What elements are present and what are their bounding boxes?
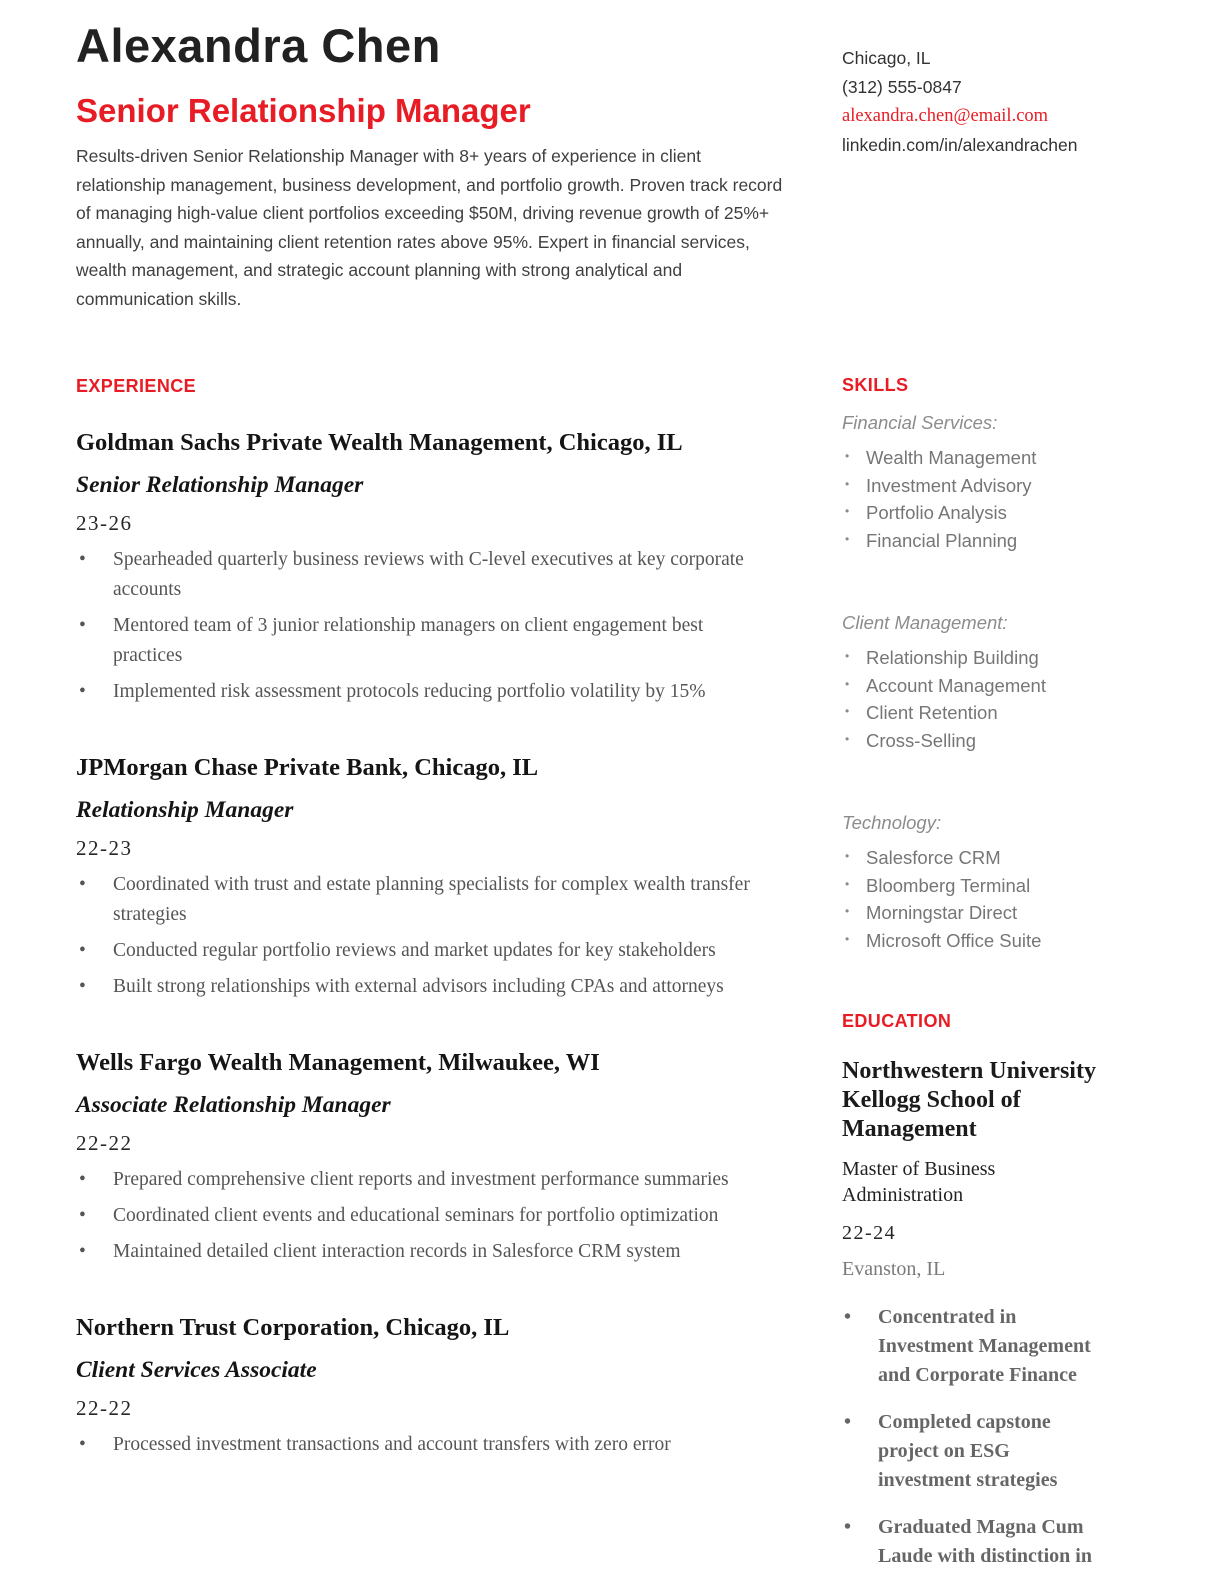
education-bullet: • Concentrated in Investment Management and Corporate Finance [842, 1303, 1104, 1390]
education-bullet: • Graduated Magna Cum Laude with distinction in [842, 1513, 1104, 1571]
position-title: Client Services Associate [76, 1357, 317, 1383]
skill-category-label: Financial Services: [842, 412, 998, 433]
position-title: Relationship Manager [76, 797, 294, 823]
skill-item-list [842, 444, 1158, 554]
skill-item: • Cross-Selling [842, 727, 1158, 755]
job-entry [76, 1048, 800, 1267]
skills-list [842, 410, 1158, 954]
skill-group [842, 410, 1158, 554]
contact-block [842, 44, 1158, 160]
job-bullet: • Spearheaded quarterly business reviews with C-level executives at key corporate accounts [76, 545, 776, 605]
job-bullet: • Conducted regular portfolio reviews and market updates for key stakeholders [76, 936, 776, 966]
contact-location: Chicago, IL [842, 48, 931, 68]
experience-list [76, 428, 800, 1460]
education-location: Evanston, IL [842, 1258, 946, 1280]
skill-group [842, 810, 1158, 954]
skill-item: • Investment Advisory [842, 472, 1158, 500]
contact-email-link[interactable]: alexandra.chen@email.com [842, 106, 1049, 126]
company-name: Goldman Sachs Private Wealth Management, Chicago, IL [76, 429, 683, 456]
job-bullet-list [76, 545, 800, 707]
contact-linkedin-link[interactable]: linkedin.com/in/alexandrachen [842, 135, 1078, 155]
job-bullet: • Maintained detailed client interaction records in Salesforce CRM system [76, 1237, 776, 1267]
company-name: Wells Fargo Wealth Management, Milwaukee, WI [76, 1049, 600, 1076]
skill-item: • Account Management [842, 672, 1158, 700]
position-title: Senior Relationship Manager [76, 472, 364, 498]
degree-name: Master of Business Administration [842, 1158, 996, 1206]
job-entry [76, 1313, 800, 1460]
experience-heading: EXPERIENCE [76, 376, 197, 396]
job-bullet: • Mentored team of 3 junior relationship managers on client engagement best practices [76, 611, 776, 671]
position-title: Associate Relationship Manager [76, 1092, 391, 1118]
skill-category-label: Client Management: [842, 612, 1008, 633]
sidebar-column [842, 20, 1158, 1584]
skill-item: • Financial Planning [842, 527, 1158, 555]
education-dates: 22-24 [842, 1222, 897, 1244]
job-bullet-list [76, 1165, 800, 1267]
job-bullet: • Coordinated client events and educational seminars for portfolio optimization [76, 1201, 776, 1231]
skill-item: • Salesforce CRM [842, 844, 1158, 872]
skills-heading: SKILLS [842, 375, 909, 395]
job-bullet-list [76, 1430, 800, 1460]
job-bullet: • Prepared comprehensive client reports and investment performance summaries [76, 1165, 776, 1195]
company-name: JPMorgan Chase Private Bank, Chicago, IL [76, 754, 539, 781]
main-column [76, 20, 800, 1584]
skill-item: • Relationship Building [842, 644, 1158, 672]
skill-item: • Bloomberg Terminal [842, 872, 1158, 900]
skill-item-list [842, 644, 1158, 754]
education-heading: EDUCATION [842, 1011, 952, 1031]
education-bullet: • Completed capstone project on ESG investment strategies [842, 1408, 1104, 1495]
job-bullet: • Processed investment transactions and account transfers with zero error [76, 1430, 776, 1460]
job-bullet-list [76, 870, 800, 1002]
professional-summary: Results-driven Senior Relationship Manager with 8+ years of experience in client relationship management, business development, and portfolio growth. Proven track record of managing high-value client portfolios exceeding $50M, driving revenue growth of 25%+ annually, and maintaining client retention rates above 95%. Expert in financial services, wealth management, and strategic account planning with strong analytical and communication skills. [76, 146, 783, 309]
skill-item: • Wealth Management [842, 444, 1158, 472]
skill-item-list [842, 844, 1158, 954]
company-name: Northern Trust Corporation, Chicago, IL [76, 1314, 510, 1341]
job-dates: 22-23 [76, 836, 133, 860]
job-dates: 22-22 [76, 1131, 133, 1155]
school-name: Northwestern University Kellogg School of Management [842, 1058, 1096, 1142]
headline-title: Senior Relationship Manager [76, 92, 531, 129]
job-entry [76, 428, 800, 707]
skill-item: • Client Retention [842, 699, 1158, 727]
skill-group [842, 610, 1158, 754]
person-name: Alexandra Chen [76, 19, 441, 72]
job-entry [76, 753, 800, 1002]
job-bullet: • Coordinated with trust and estate planning specialists for complex wealth transfer strategies [76, 870, 776, 930]
skill-category-label: Technology: [842, 812, 942, 833]
job-dates: 23-26 [76, 511, 133, 535]
contact-phone: (312) 555-0847 [842, 77, 962, 97]
skill-item: • Microsoft Office Suite [842, 927, 1158, 955]
job-dates: 22-22 [76, 1396, 133, 1420]
education-bullet-list [842, 1303, 1158, 1571]
job-bullet: • Implemented risk assessment protocols reducing portfolio volatility by 15% [76, 677, 776, 707]
job-bullet: • Built strong relationships with external advisors including CPAs and attorneys [76, 972, 776, 1002]
skill-item: • Morningstar Direct [842, 899, 1158, 927]
skill-item: • Portfolio Analysis [842, 499, 1158, 527]
